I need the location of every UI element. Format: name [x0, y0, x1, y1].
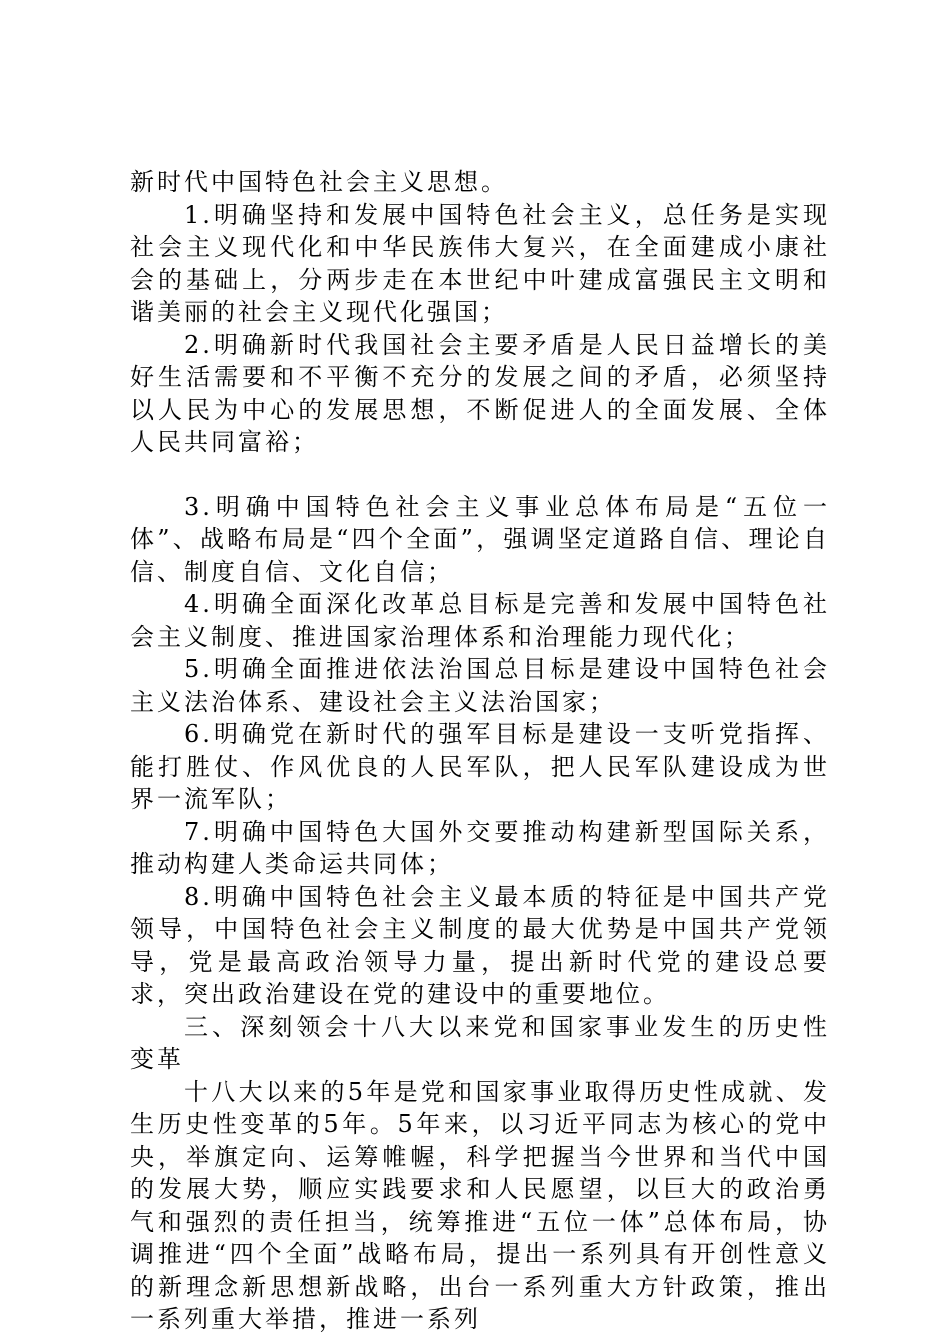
paragraph-point-6: 6.明确党在新时代的强军目标是建设一支听党指挥、能打胜仗、作风优良的人民军队，把人民军队建设成为世界一流军队；: [130, 720, 830, 813]
paragraph-point-8: 8.明确中国特色社会主义最本质的特征是中国共产党领导，中国特色社会主义制度的最大优势是中国共产党领导，党是最高政治领导力量，提出新时代党的建设总要求，突出政治建设在党的建设中的重要地位。: [130, 882, 830, 1008]
paragraph-point-1: 1.明确坚持和发展中国特色社会主义，总任务是实现社会主义现代化和中华民族伟大复兴，在全面建成小康社会的基础上，分两步走在本世纪中叶建成富强民主文明和谐美丽的社会主义现代化强国；: [130, 200, 830, 326]
section-heading-3: 三、深刻领会十八大以来党和国家事业发生的历史性变革: [130, 1012, 830, 1073]
document-body: [130, 166, 830, 1336]
paragraph-point-5: 5.明确全面推进依法治国总目标是建设中国特色社会主义法治体系、建设社会主义法治国家；: [130, 655, 830, 716]
paragraph-section-3-body: 十八大以来的5年是党和国家事业取得历史性成就、发生历史性变革的5年。5年来，以习近平同志为核心的党中央，举旗定向、运筹帷幄，科学把握当今世界和当代中国的发展大势，顺应实践要求和人民愿望，以巨大的政治勇气和强烈的责任担当，统筹推进“五位一体”总体布局，协调推进“四个全面”战略布局，提出一系列具有开创性意义的新理念新思想新战略，出台一系列重大方针政策，推出一系列重大举措，推进一系列: [130, 1077, 830, 1333]
paragraph-point-3: 3.明确中国特色社会主义事业总体布局是“五位一体”、战略布局是“四个全面”，强调坚定道路自信、理论自信、制度自信、文化自信；: [130, 492, 830, 586]
paragraph-point-7: 7.明确中国特色大国外交要推动构建新型国际关系，推动构建人类命运共同体；: [130, 817, 830, 878]
paragraph-point-4: 4.明确全面深化改革总目标是完善和发展中国特色社会主义制度、推进国家治理体系和治理能力现代化；: [130, 590, 830, 651]
paragraph-point-2: 2.明确新时代我国社会主要矛盾是人民日益增长的美好生活需要和不平衡不充分的发展之间的矛盾，必须坚持以人民为中心的发展思想，不断促进人的全面发展、全体人民共同富裕；: [130, 330, 830, 456]
paragraph-intro-tail: 新时代中国特色社会主义思想。: [130, 168, 508, 196]
